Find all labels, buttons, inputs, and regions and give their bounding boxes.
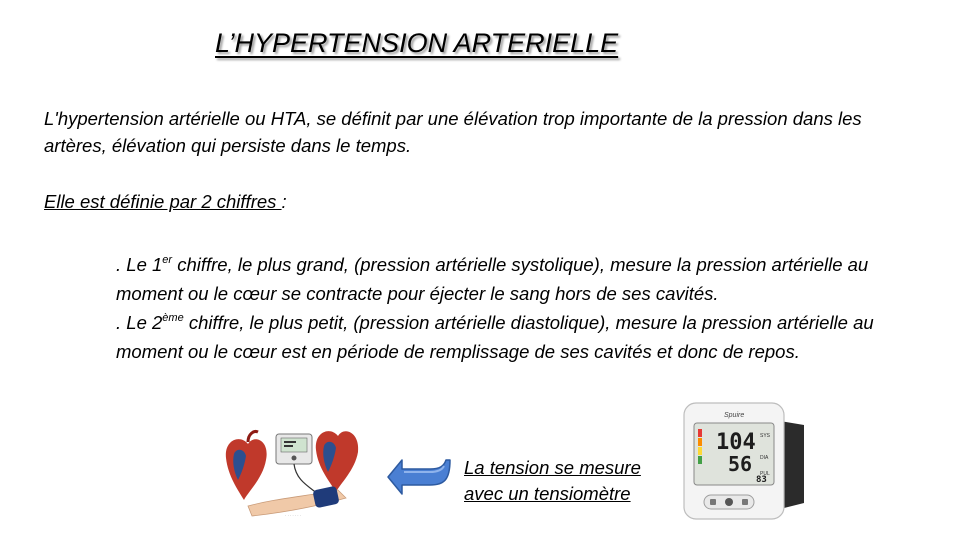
tensiometer-device <box>676 393 808 523</box>
bullet-prefix: . Le 2 <box>116 312 163 333</box>
tensiometer-caption <box>464 455 641 507</box>
intro-paragraph: L'hypertension artérielle ou HTA, se définit par une élévation trop importante de la pression dans les artères, élévation qui persiste dans le temps. <box>44 108 862 156</box>
caption-line-2: avec un tensiomètre <box>464 483 631 504</box>
device-sys-label: SYS <box>760 433 771 439</box>
device-diastolic: 56 <box>728 452 753 476</box>
device-power-button <box>725 498 733 506</box>
device-brand: Spuire <box>724 412 745 419</box>
blood-pressure-illustration <box>218 420 368 520</box>
subheading-colon: : <box>281 191 287 212</box>
caption-line-1: La tension se mesure <box>464 457 641 478</box>
bullet-list <box>116 250 936 366</box>
bullet-superscript: er <box>162 254 173 266</box>
subheading-text: Elle est définie par 2 chiffres <box>44 191 282 212</box>
bullet-prefix: . Le 1 <box>116 254 163 275</box>
device-pul-label: PUL <box>760 471 770 477</box>
bullet-superscript: ème <box>162 312 184 324</box>
device-dia-label: DIA <box>760 455 769 461</box>
bullet-text: chiffre, le plus petit, (pression artérielle diastolique), mesure la pression artérielle au moment ou le cœur est en période de remplissage de ses cavités et donc de repos. <box>116 312 874 362</box>
svg-text:· · · · · · ·: · · · · · · · <box>285 513 301 518</box>
device-pulse: 83 <box>756 475 767 485</box>
bullet-diastolic <box>116 308 936 366</box>
device-systolic: 104 <box>716 430 756 455</box>
bullet-systolic <box>116 250 936 308</box>
bullet-text: chiffre, le plus grand, (pression artérielle systolique), mesure la pression artérielle au moment ou le cœur se contracte pour éjecter le sang hors de ses cavités. <box>116 254 869 304</box>
monitor-icon <box>276 434 312 464</box>
subheading <box>44 191 287 213</box>
page-title: L’HYPERTENSION ARTERIELLE <box>215 28 619 58</box>
double-arrow-icon <box>384 452 454 502</box>
